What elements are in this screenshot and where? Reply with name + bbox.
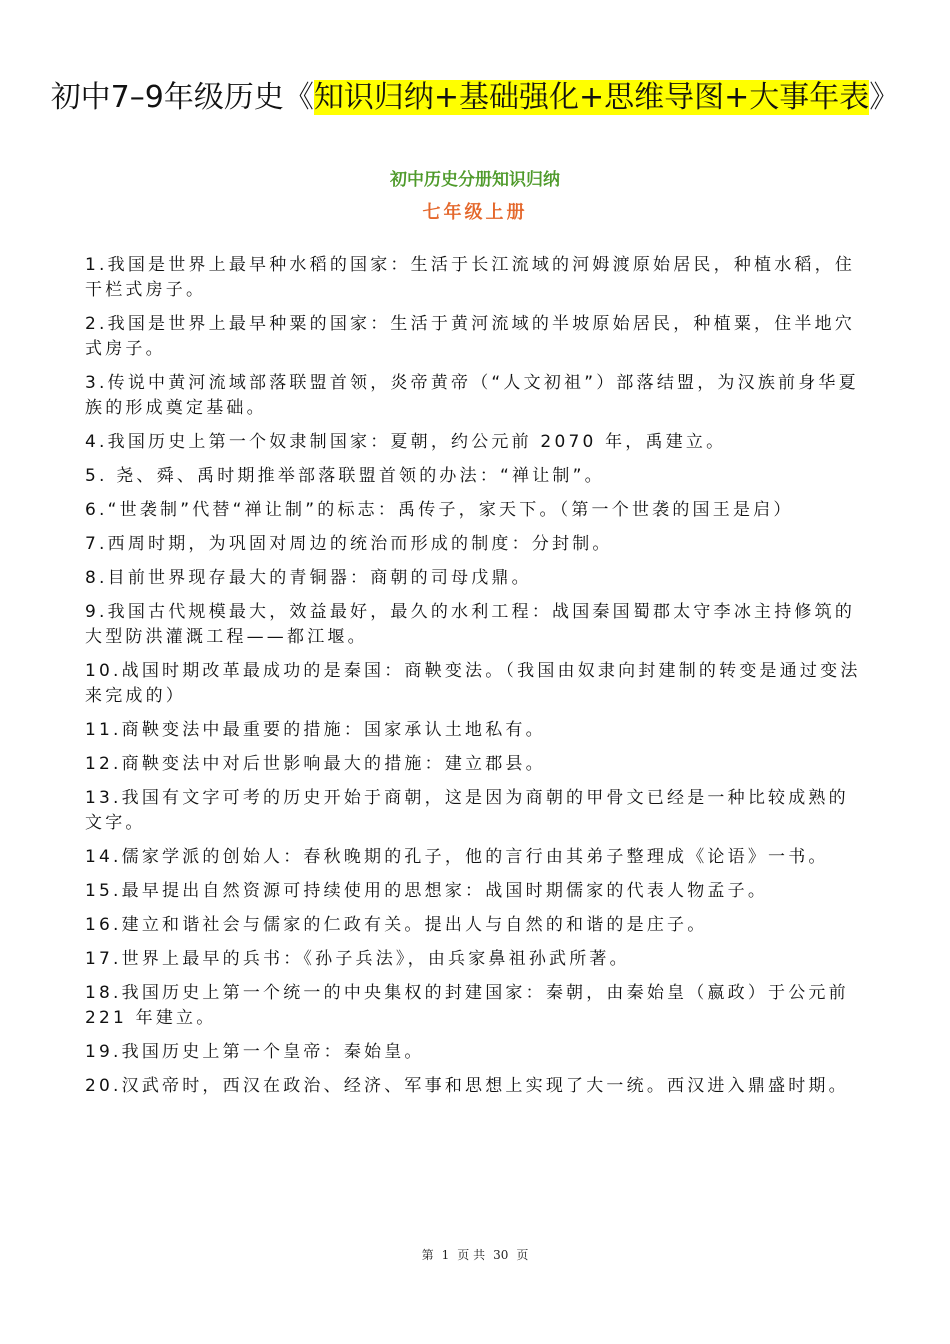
- title-prefix: 初中7–9年级历史《: [50, 80, 314, 115]
- volume-title: 七年级上册: [422, 202, 528, 223]
- knowledge-item: 2.我国是世界上最早种粟的国家：生活于黄河流域的半坡原始居民，种植粟，住半地穴式房子。: [85, 314, 856, 359]
- knowledge-item: 11.商鞅变法中最重要的措施：国家承认土地私有。: [85, 720, 546, 740]
- knowledge-item: 20.汉武帝时，西汉在政治、经济、军事和思想上实现了大一统。西汉进入鼎盛时期。: [85, 1076, 849, 1096]
- knowledge-item: 12.商鞅变法中对后世影响最大的措施：建立郡县。: [85, 754, 546, 774]
- page-title: [0, 78, 950, 118]
- knowledge-item: 1.我国是世界上最早种水稻的国家：生活于长江流域的河姆渡原始居民，种植水稻，住干栏式房子。: [85, 255, 856, 300]
- knowledge-item: 18.我国历史上第一个统一的中央集权的封建国家：秦朝，由秦始皇（嬴政）于公元前 221 年建立。: [85, 983, 849, 1028]
- knowledge-item: 3.传说中黄河流域部落联盟首领，炎帝黄帝（“人文初祖”）部落结盟，为汉族前身华夏族的形成奠定基础。: [85, 373, 859, 418]
- title-suffix: 》: [869, 80, 900, 115]
- section-title: 初中历史分册知识归纳: [390, 170, 560, 190]
- footer-label-of: 页 共: [457, 1248, 486, 1262]
- knowledge-item: 17.世界上最早的兵书：《孙子兵法》，由兵家鼻祖孙武所著。: [85, 949, 630, 969]
- knowledge-list: [85, 253, 865, 1108]
- title-highlight: 知识归纳+基础强化+思维导图+大事年表: [313, 80, 870, 115]
- knowledge-item: 9.我国古代规模最大，效益最好，最久的水利工程：战国秦国蜀郡太守李冰主持修筑的大型防洪灌溉工程——都江堰。: [85, 602, 856, 647]
- knowledge-item: 15.最早提出自然资源可持续使用的思想家：战国时期儒家的代表人物孟子。: [85, 881, 769, 901]
- knowledge-item: 10.战国时期改革最成功的是秦国：商鞅变法。（我国由奴隶向封建制的转变是通过变法来完成的）: [85, 661, 861, 706]
- knowledge-item: 7.西周时期，为巩固对周边的统治而形成的制度：分封制。: [85, 534, 613, 554]
- knowledge-item: 19.我国历史上第一个皇帝：秦始皇。: [85, 1042, 425, 1062]
- knowledge-item: 13.我国有文字可考的历史开始于商朝，这是因为商朝的甲骨文已经是一种比较成熟的文字。: [85, 788, 849, 833]
- knowledge-item: 4.我国历史上第一个奴隶制国家：夏朝，约公元前 2070 年，禹建立。: [85, 432, 727, 452]
- knowledge-item: 6.“世袭制”代替“禅让制”的标志：禹传子，家天下。（第一个世袭的国王是启）: [85, 500, 794, 520]
- knowledge-item: 5. 尧、舜、禹时期推举部落联盟首领的办法：“禅让制”。: [85, 466, 605, 486]
- footer-label-end: 页: [516, 1248, 529, 1262]
- knowledge-item: 16.建立和谐社会与儒家的仁政有关。提出人与自然的和谐的是庄子。: [85, 915, 708, 935]
- knowledge-item: 14.儒家学派的创始人：春秋晚期的孔子，他的言行由其弟子整理成《论语》一书。: [85, 847, 829, 867]
- footer-label-page: 第: [421, 1248, 434, 1262]
- footer-total-pages: 30: [493, 1248, 509, 1262]
- knowledge-item: 8.目前世界现存最大的青铜器：商朝的司母戊鼎。: [85, 568, 532, 588]
- footer-current-page: 1: [441, 1248, 450, 1262]
- page-footer: [0, 1247, 950, 1263]
